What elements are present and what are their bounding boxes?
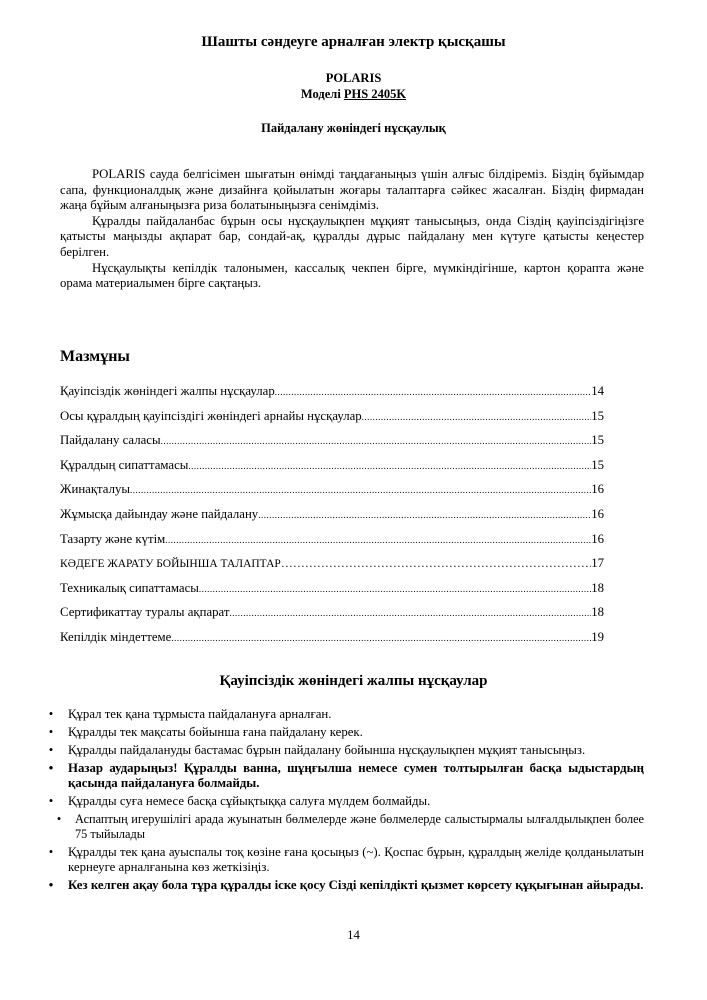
toc-entry [60,433,604,458]
toc-entry-page: 16 [591,482,604,497]
toc-entry-label: Сертификаттау туралы ақпарат [60,605,230,620]
brand-name: POLARIS [325,71,382,85]
toc-entry-label: Қауіпсіздік жөніндегі жалпы нұсқаулар [60,384,275,398]
toc-entry [60,507,604,532]
list-item [44,845,644,876]
toc-entry-label: Тазарту және күтім [60,531,166,546]
model-code: PHS 2405K [343,87,407,101]
list-item-text: Құралды суға немесе басқа сұйықтыққа салуға мүлдем болмайды. [68,793,431,808]
toc-entry-label: Құралдың сипаттамасы [60,457,189,472]
toc-entry-page: 19 [591,629,604,644]
toc-entry [60,556,604,581]
table-of-contents [60,384,604,655]
bullet-icon: • [48,878,54,893]
bullet-icon: • [48,724,54,739]
intro-paragraph: Құралды пайдаланбас бұрын осы нұсқаулықпен мұқият танысыңыз, онда Сіздің қауіпсіздігіңізге қатысты маңызды ақпарат бар, сондай-ақ, құралды дұрыс пайдалану мен күтуге қатысты кеңестер берілген. [60,213,644,259]
toc-entry-label: Осы құралдың қауіпсіздігі жөніндегі арнайы нұсқаулар [60,408,362,423]
toc-entry-page: 18 [591,605,604,620]
model-line [0,87,707,102]
toc-entry [60,458,604,483]
toc-entry-label: Жинақталуы [60,482,130,497]
toc-leader-dots [161,436,592,446]
toc-entry-page: 16 [591,531,604,546]
toc-entry-page: 16 [591,506,604,521]
toc-leader-dots [258,510,591,520]
toc-leader-dots [188,461,591,471]
toc-entry-label: Жұмысқа дайындау және пайдалану [60,506,259,521]
toc-entry-label: Пайдалану саласы [60,433,161,448]
toc-leader-dots [275,387,591,397]
intro-paragraph: Нұсқаулықты кепілдік талонымен, кассалық чекпен бірге, мүмкіндігінше, картон қорапта және орама материалымен бірге сақтаңыз. [60,260,644,291]
list-item-warning [44,878,644,893]
toc-entry-page: 17 [591,556,604,571]
toc-entry [60,409,604,434]
bullet-icon: • [48,844,54,859]
list-item-text: Құралды тек мақсаты бойынша ғана пайдалану керек. [68,724,363,739]
list-item [44,812,644,843]
toc-entry [60,630,604,655]
toc-entry-page: 14 [591,384,604,398]
toc-entry-label: Кепілдік міндеттеме [60,629,172,644]
list-item [44,725,644,740]
section-heading: Қауіпсіздік жөніндегі жалпы нұсқаулар [219,673,488,689]
list-item-text: Құралды пайдалануды бастамас бұрын пайдалану бойынша нұсқаулықпен мұқият танысыңыз. [68,742,586,757]
list-item [44,743,644,758]
bullet-icon: • [48,742,54,757]
safety-list [44,707,644,896]
list-item-text: Аспаптың игерушілігі арада жуынатын бөлмелерде және бөлмелерде салыстырмалы ылғалдылықпен более 75 тыйылады [75,811,644,842]
toc-entry [60,482,604,507]
intro-text [60,167,644,292]
model-prefix: Моделі [300,87,341,101]
toc-entry [60,581,604,606]
list-item-text: Кез келген ақау бола тұра құралды іске қосу Сізді кепілдікті қызмет көрсету құқығынан айырады. [68,878,644,893]
bullet-icon: • [48,793,54,808]
list-item-text: Құрал тек қана тұрмыста пайдалануға арналған. [68,707,332,721]
page-number: 14 [347,928,360,942]
manual-title: Пайдалану жөніндегі нұсқаулық [261,121,446,135]
toc-entry-label: Техникалық сипаттамасы [60,580,199,595]
toc-heading: Мазмұны [60,348,130,365]
bullet-icon: • [56,811,62,826]
toc-leader-dots [171,633,591,643]
toc-leader-dots [199,584,591,594]
document-title: Шашты сәндеуге арналған электр қысқашы [201,34,506,50]
toc-entry [60,605,604,630]
toc-entry-page: 18 [591,580,604,595]
toc-leader-dots [362,412,592,422]
toc-entry-label: КӘДЕГЕ ЖАРАТУ БОЙЫНША ТАЛАПТАР [60,558,281,571]
list-item [44,794,644,809]
list-item-text: Назар аударыңыз! Құралды ванна, шұңғылша немесе сумен толтырылған басқа ыдыстардың қасында пайдалануға болмайды. [68,760,644,790]
toc-entry-page: 15 [591,457,604,472]
toc-leader-dots [229,608,591,618]
toc-leader-dots [130,485,591,495]
list-item [44,707,644,722]
toc-leader-dots [281,556,591,571]
bullet-icon: • [48,760,54,775]
toc-entry-page: 15 [591,433,604,448]
list-item-text: Құралды тек қана ауыспалы тоқ көзіне ғана қосыңыз (~). Қоспас бұрын, құралдың желіде қолданылатын кернеуге арналғанына көз жеткізіңіз. [68,844,644,875]
list-item-warning [44,761,644,792]
toc-entry-page: 15 [591,408,604,423]
toc-leader-dots [165,535,591,545]
bullet-icon: • [48,707,54,721]
toc-entry [60,532,604,557]
toc-entry [60,384,604,409]
intro-paragraph: POLARIS сауда белгісімен шығатын өнімді таңдағаныңыз үшін алғыс білдіреміз. Біздің бұйымдар сапа, функционалдық және дизайнға қойылатын жоғары талаптарға сәйкес жасалған. Біздің фирмадан жаңа бұйым алғаныңызға риза болатыныңызға сенімдіміз. [60,167,644,213]
